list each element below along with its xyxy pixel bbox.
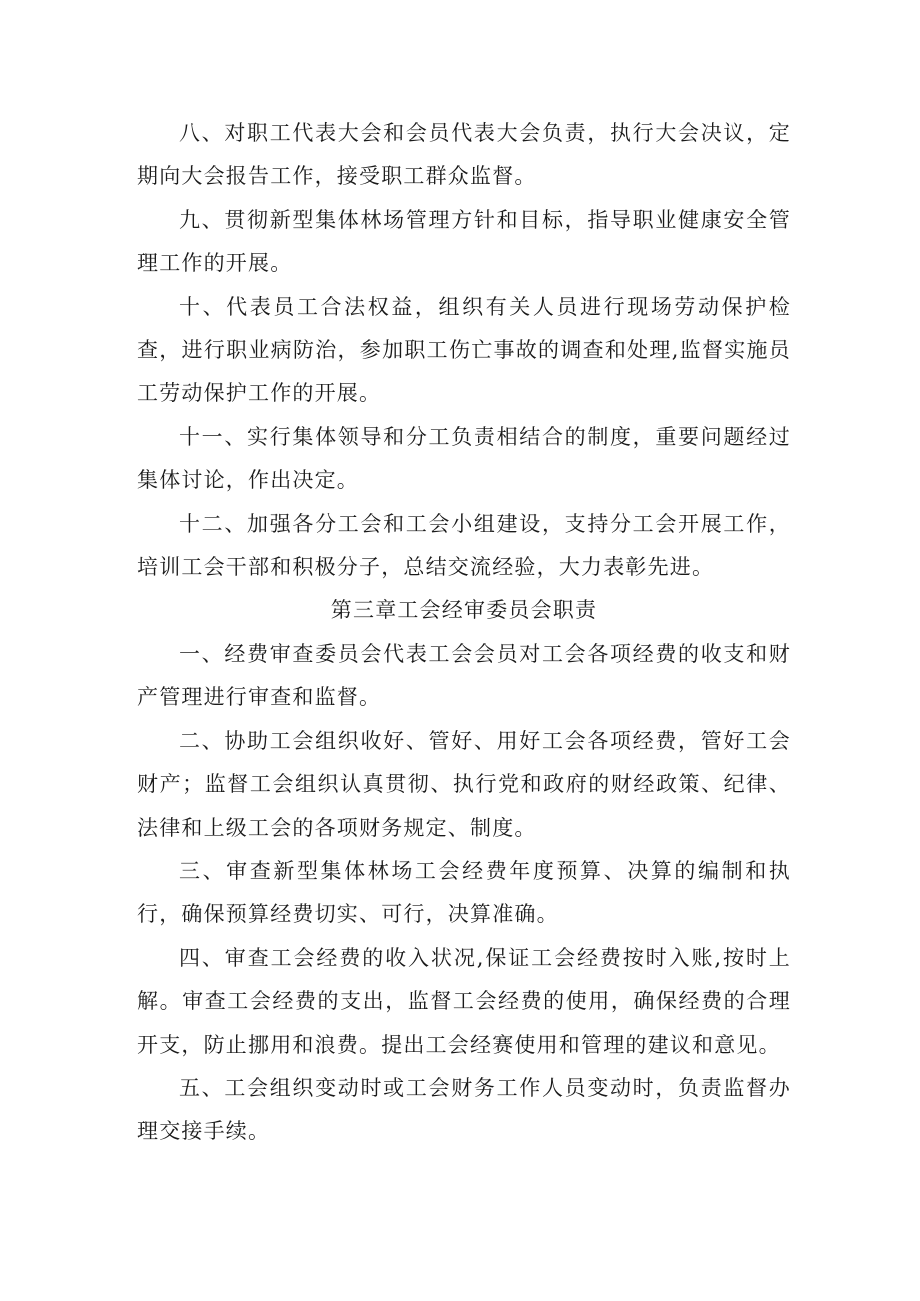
paragraph-12: 十二、加强各分工会和工会小组建设，支持分工会开展工作，培训工会干部和积极分子，总结交流经验，大力表彰先进。 bbox=[137, 511, 791, 580]
chapter-paragraph-5: 五、工会组织变动时或工会财务工作人员变动时，负责监督办理交接手续。 bbox=[137, 1075, 791, 1144]
chapter-paragraph-1: 一、经费审查委员会代表工会会员对工会各项经费的收支和财产管理进行审查和监督。 bbox=[137, 641, 791, 710]
chapter-heading: 第三章工会经审委员会职责 bbox=[330, 598, 598, 623]
chapter-paragraph-4: 四、审查工会经费的收入状况,保证工会经费按时入账,按时上解。审查工会经费的支出，监督工会经费的使用，确保经费的合理开支，防止挪用和浪费。提出工会经赛使用和管理的建议和意见。 bbox=[137, 945, 791, 1057]
paragraph-11: 十一、实行集体领导和分工负责相结合的制度，重要问题经过集体讨论，作出决定。 bbox=[137, 424, 791, 493]
paragraph-9: 九、贯彻新型集体林场管理方针和目标，指导职业健康安全管理工作的开展。 bbox=[137, 207, 791, 276]
paragraph-10: 十、代表员工合法权益，组织有关人员进行现场劳动保护检查，进行职业病防治，参加职工伤亡事故的调查和处理,监督实施员工劳动保护工作的开展。 bbox=[137, 294, 791, 406]
chapter-paragraph-2: 二、协助工会组织收好、管好、用好工会各项经费，管好工会财产；监督工会组织认真贯彻、执行党和政府的财经政策、纪律、法律和上级工会的各项财务规定、制度。 bbox=[137, 728, 791, 840]
document-body bbox=[137, 112, 791, 1154]
chapter-paragraph-3: 三、审查新型集体林场工会经费年度预算、决算的编制和执行，确保预算经费切实、可行，决算准确。 bbox=[137, 858, 791, 927]
paragraph-8: 八、对职工代表大会和会员代表大会负责，执行大会决议，定期向大会报告工作，接受职工群众监督。 bbox=[137, 121, 791, 189]
